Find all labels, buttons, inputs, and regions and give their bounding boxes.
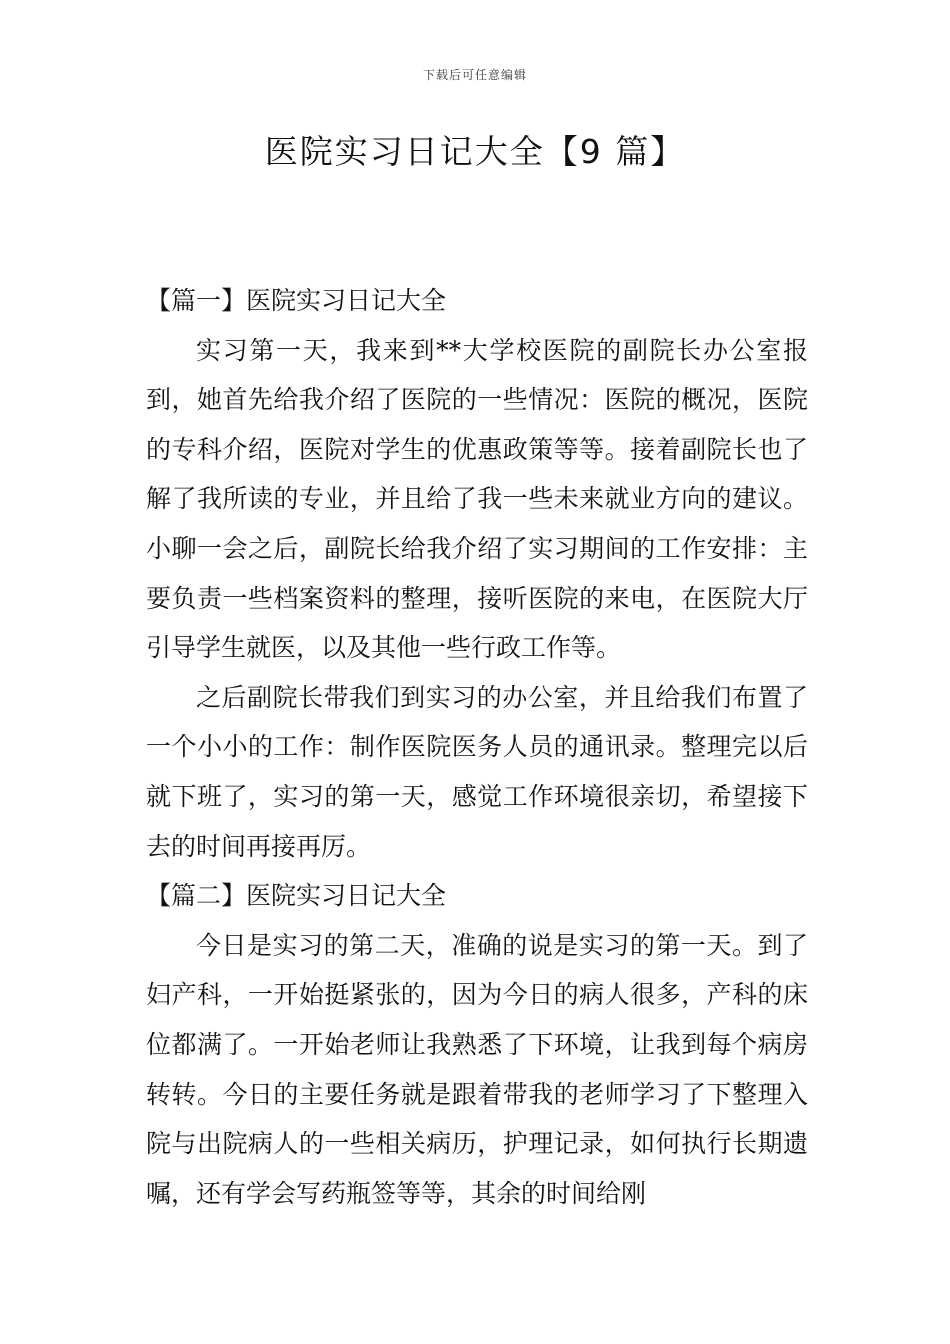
section-heading: 【篇一】医院实习日记大全 [146, 286, 447, 315]
paragraph: 之后副院长带我们到实习的办公室，并且给我们布置了一个小小的工作：制作医院医务人员的通讯录。整理完以后就下班了，实习的第一天，感觉工作环境很亲切，希望接下去的时间再接再厉。 [146, 682, 808, 861]
document-body [146, 276, 808, 1218]
paragraph: 实习第一天，我来到**大学校医院的副院长办公室报到，她首先给我介绍了医院的一些情况：医院的概况，医院的专科介绍，医院对学生的优惠政策等等。接着副院长也了解了我所读的专业，并且给了我一些未来就业方向的建议。小聊一会之后，副院长给我介绍了实习期间的工作安排：主要负责一些档案资料的整理，接听医院的来电，在医院大厅引导学生就医，以及其他一些行政工作等。 [146, 335, 808, 663]
document-title: 医院实习日记大全【9 篇】 [264, 132, 686, 171]
section-2 [146, 871, 808, 1218]
header-note: 下载后可任意编辑 [422, 68, 527, 82]
section-heading: 【篇二】医院实习日记大全 [146, 881, 447, 911]
paragraph: 今日是实习的第二天，准确的说是实习的第一天。到了妇产科，一开始挺紧张的，因为今日的病人很多，产科的床位都满了。一开始老师让我熟悉了下环境，让我到每个病房转转。今日的主要任务就是跟着带我的老师学习了下整理入院与出院病人的一些相关病历，护理记录，如何执行长期遗嘱，还有学会写药瓶签等等，其余的时间给刚 [146, 930, 808, 1208]
section-1 [146, 276, 808, 871]
